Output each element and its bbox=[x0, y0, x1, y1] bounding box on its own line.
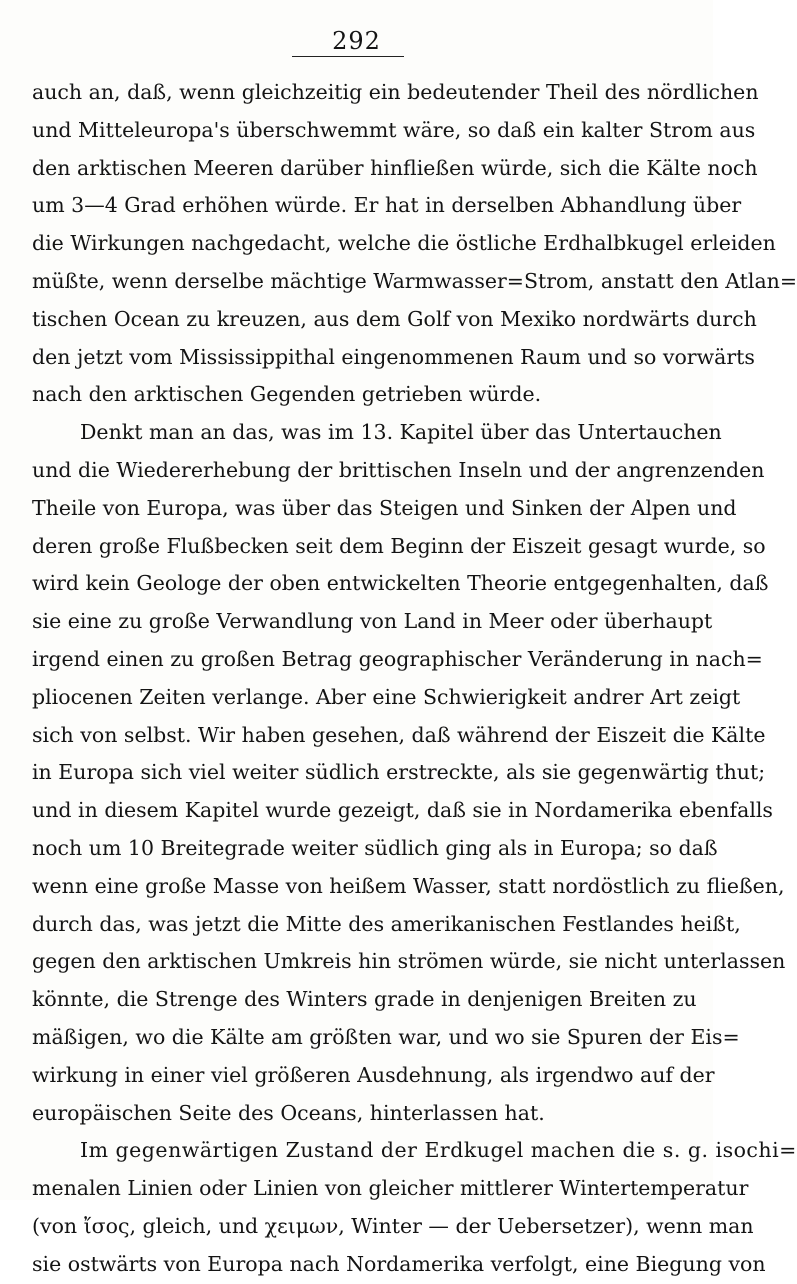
text-line: (von ἴσος, gleich, und χειμων, Winter — der Uebersetzer), wenn man bbox=[32, 1213, 754, 1238]
text-line: auch an, daß, wenn gleichzeitig ein bedeutender Theil des nördlichen bbox=[32, 80, 759, 104]
text-line: müßte, wenn derselbe mächtige Warmwasser=Strom, anstatt den Atlan= bbox=[32, 268, 797, 293]
text-line: den arktischen Meeren darüber hinfließen würde, sich die Kälte noch bbox=[32, 155, 758, 180]
text-line: und Mitteleuropa's überschwemmt wäre, so daß ein kalter Strom aus bbox=[32, 117, 756, 142]
text-line: um 3—4 Grad erhöhen würde. Er hat in derselben Abhandlung über bbox=[32, 193, 742, 218]
paragraph-3 bbox=[32, 1132, 797, 1283]
text-line: wird kein Geologe der oben entwickelten Theorie entgegenhalten, daß bbox=[32, 571, 769, 596]
text-line: und die Wiedererhebung der brittischen Inseln und der angrenzenden bbox=[32, 457, 765, 482]
text-line: in Europa sich viel weiter südlich erstreckte, als sie gegenwärtig thut; bbox=[32, 760, 766, 785]
text-line: Denkt man an das, was im 13. Kapitel über das Untertauchen bbox=[80, 420, 722, 445]
text-line: sie ostwärts von Europa nach Nordamerika verfolgt, eine Biegung von bbox=[32, 1251, 766, 1276]
text-line: tischen Ocean zu kreuzen, aus dem Golf von Mexiko nordwärts durch bbox=[32, 306, 757, 331]
text-line: könnte, die Strenge des Winters grade in denjenigen Breiten zu bbox=[32, 987, 697, 1012]
paragraph-1 bbox=[32, 74, 797, 414]
text-line: wirkung in einer viel größeren Ausdehnung, als irgendwo auf der bbox=[32, 1062, 715, 1087]
page-number: 292 bbox=[332, 27, 381, 55]
text-line: und in diesem Kapitel wurde gezeigt, daß sie in Nordamerika ebenfalls bbox=[32, 798, 773, 823]
text-line: Im gegenwärtigen Zustand der Erdkugel machen die s. g. isochi= bbox=[80, 1138, 797, 1163]
text-line: menalen Linien oder Linien von gleicher mittlerer Wintertemperatur bbox=[32, 1176, 749, 1201]
text-line: den jetzt vom Mississippithal eingenommenen Raum und so vorwärts bbox=[32, 344, 755, 369]
text-line: die Wirkungen nachgedacht, welche die östliche Erdhalbkugel erleiden bbox=[32, 231, 776, 256]
text-line: durch das, was jetzt die Mitte des amerikanischen Festlandes heißt, bbox=[32, 911, 741, 936]
paragraph-2 bbox=[32, 414, 786, 1132]
text-line: gegen den arktischen Umkreis hin strömen würde, sie nicht unterlassen bbox=[32, 949, 786, 974]
text-line: noch um 10 Breitegrade weiter südlich ging als in Europa; so daß bbox=[32, 835, 718, 860]
text-line: sich von selbst. Wir haben gesehen, daß während der Eiszeit die Kälte bbox=[32, 722, 766, 747]
text-line: europäischen Seite des Oceans, hinterlassen hat. bbox=[32, 1100, 545, 1125]
body-text bbox=[32, 74, 797, 1284]
text-line: deren große Flußbecken seit dem Beginn der Eiszeit gesagt wurde, so bbox=[32, 533, 766, 558]
text-line: sie eine zu große Verwandlung von Land in Meer oder überhaupt bbox=[32, 609, 713, 634]
text-line: pliocenen Zeiten verlange. Aber eine Schwierigkeit andrer Art zeigt bbox=[32, 684, 741, 709]
text-line: Theile von Europa, was über das Steigen und Sinken der Alpen und bbox=[32, 495, 737, 520]
text-line: wenn eine große Masse von heißem Wasser, statt nordöstlich zu fließen, bbox=[32, 873, 785, 898]
text-line: mäßigen, wo die Kälte am größten war, und wo sie Spuren der Eis= bbox=[32, 1024, 740, 1049]
page-number-rule bbox=[292, 56, 404, 57]
text-line: irgend einen zu großen Betrag geographischer Veränderung in nach= bbox=[32, 646, 763, 671]
text-line: nach den arktischen Gegenden getrieben würde. bbox=[32, 382, 542, 407]
